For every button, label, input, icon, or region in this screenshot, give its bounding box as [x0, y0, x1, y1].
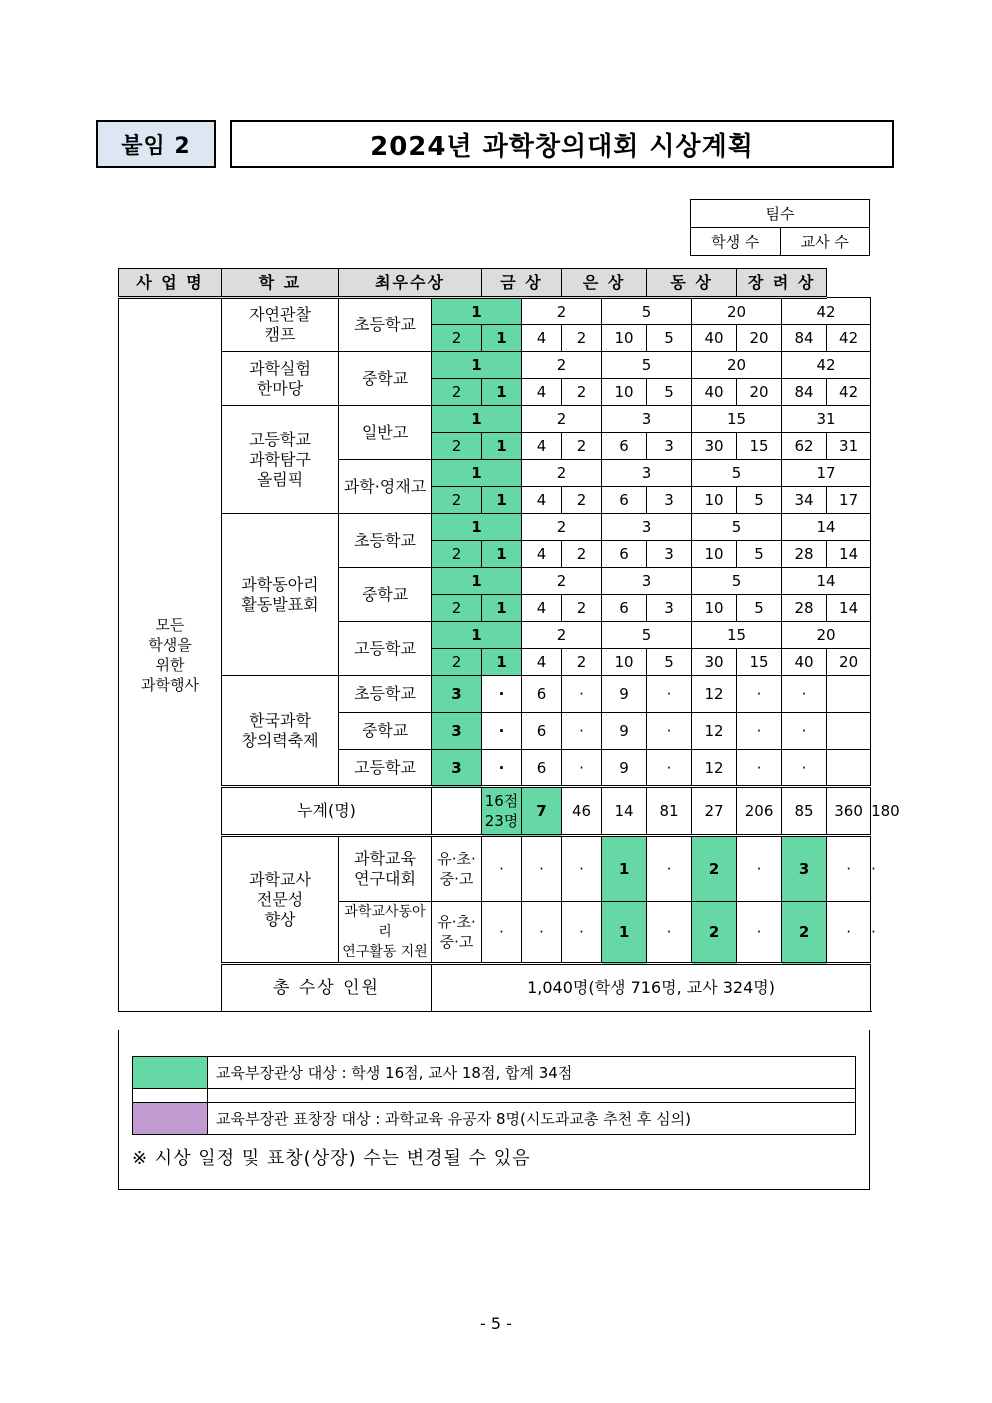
table-row	[119, 352, 871, 379]
person-count: ·	[737, 713, 782, 750]
legend-spacer	[208, 1089, 856, 1103]
page-title: 2024년 과학창의대회 시상계획	[230, 120, 894, 168]
event-festival: 한국과학 창의력축제	[222, 676, 339, 787]
person-count: 17	[827, 487, 871, 514]
school-cell: 고등학교	[339, 750, 432, 787]
team-count: 5	[692, 514, 782, 541]
person-count: 12	[692, 713, 737, 750]
teacher-count: ·	[827, 836, 871, 902]
person-count: ·	[482, 713, 522, 750]
person-count: 42	[827, 325, 871, 352]
event-olympic: 고등학교 과학탐구 올림픽	[222, 406, 339, 514]
person-count: 2	[562, 433, 602, 460]
person-count: 15	[737, 649, 782, 676]
event-experiment: 과학실험 한마당	[222, 352, 339, 406]
summary-value: 1,040명(학생 716명, 교사 324명)	[432, 964, 871, 1012]
person-count: 2	[562, 649, 602, 676]
person-count: ·	[482, 676, 522, 713]
school-cell: 초등학교	[339, 676, 432, 713]
school-cell: 일반고	[339, 406, 432, 460]
person-count: 2	[432, 325, 482, 352]
school-cell: 초등학교	[339, 298, 432, 352]
teacher-count: 2	[782, 902, 827, 964]
purple-swatch	[133, 1103, 208, 1135]
person-count: ·	[647, 676, 692, 713]
award-plan-table	[118, 268, 900, 1012]
team-count: 5	[692, 568, 782, 595]
header-bronze: 동 상	[647, 269, 737, 298]
person-count: 4	[522, 595, 562, 622]
person-count: 2	[432, 595, 482, 622]
person-count: 3	[647, 487, 692, 514]
team-count: 2	[522, 514, 602, 541]
person-count	[827, 750, 871, 787]
person-count: 3	[647, 541, 692, 568]
total-count: 206	[737, 787, 782, 836]
change-note: ※ 시상 일정 및 표창(상장) 수는 변경될 수 있음	[132, 1148, 531, 1169]
team-count: 2	[522, 352, 602, 379]
school-cell: 초등학교	[339, 514, 432, 568]
teacher-count: 3	[782, 836, 827, 902]
event-club: 과학동아리 활동발표회	[222, 514, 339, 676]
team-count: 3	[602, 514, 692, 541]
teacher-count: ·	[482, 836, 522, 902]
team-count: 2	[522, 568, 602, 595]
person-count: 2	[432, 541, 482, 568]
person-count: 1	[482, 487, 522, 514]
team-count: 5	[602, 298, 692, 325]
person-count: 6	[602, 595, 647, 622]
team-count: 3	[602, 568, 692, 595]
person-count: 4	[522, 541, 562, 568]
table-row	[119, 514, 871, 541]
person-count: ·	[782, 713, 827, 750]
person-count: 1	[482, 379, 522, 406]
team-count: 2	[522, 460, 602, 487]
person-count: 10	[602, 379, 647, 406]
person-count: 3	[647, 595, 692, 622]
purple-legend-text: 교육부장관 표창장 대상 : 과학교육 유공자 8명(시도과교총 추천 후 심의)	[208, 1103, 856, 1135]
teacher-count: ·	[562, 836, 602, 902]
person-count: 10	[602, 649, 647, 676]
total-grand-students: 16점 23명	[482, 787, 522, 836]
team-count: 1	[432, 460, 522, 487]
person-count: 6	[602, 433, 647, 460]
person-count: 6	[602, 541, 647, 568]
team-count-legend	[690, 199, 870, 256]
person-count: 5	[647, 649, 692, 676]
person-count: 2	[562, 379, 602, 406]
person-count: 40	[782, 649, 827, 676]
person-count: 30	[692, 433, 737, 460]
person-count: 12	[692, 750, 737, 787]
person-count: ·	[647, 750, 692, 787]
person-count: 6	[522, 713, 562, 750]
team-count: 20	[782, 622, 871, 649]
table-row	[119, 676, 871, 713]
person-count: 2	[562, 325, 602, 352]
header-program: 사 업 명	[119, 269, 222, 298]
team-count: 1	[432, 514, 522, 541]
group-teacher: 과학교사 전문성 향상	[222, 836, 339, 964]
team-count: 1	[432, 352, 522, 379]
person-count: 1	[482, 541, 522, 568]
person-count: 3	[432, 676, 482, 713]
team-count: 14	[782, 514, 871, 541]
teacher-count: ·	[647, 836, 692, 902]
teacher-count: 2	[692, 836, 737, 902]
event-teacher-research: 과학교육 연구대회	[339, 836, 432, 902]
person-count: ·	[562, 713, 602, 750]
person-count	[827, 676, 871, 713]
person-count: 30	[692, 649, 737, 676]
team-count: 15	[692, 622, 782, 649]
person-count: 2	[432, 433, 482, 460]
person-count: 2	[562, 541, 602, 568]
total-count: 85	[782, 787, 827, 836]
person-count: 6	[522, 676, 562, 713]
total-count: 46	[562, 787, 602, 836]
table-row: 누계(명) 16점 23명 7 46 14 81 27 206 85 360 180	[119, 787, 871, 836]
person-count: 5	[737, 487, 782, 514]
person-count: 3	[432, 713, 482, 750]
table-row	[119, 269, 871, 298]
team-count: 2	[522, 298, 602, 325]
total-count: 27	[692, 787, 737, 836]
person-count: 40	[692, 379, 737, 406]
team-count: 42	[782, 352, 871, 379]
school-cell: 중학교	[339, 568, 432, 622]
attachment-badge: 붙임 2	[96, 120, 216, 168]
person-count: 10	[692, 541, 737, 568]
person-count: 1	[482, 325, 522, 352]
school-cell: 과학·영재고	[339, 460, 432, 514]
legend-students: 학생 수	[691, 228, 781, 256]
team-count: 1	[432, 406, 522, 433]
team-count: 1	[432, 568, 522, 595]
person-count: 4	[522, 379, 562, 406]
team-count: 17	[782, 460, 871, 487]
person-count: 5	[647, 325, 692, 352]
person-count: 6	[522, 750, 562, 787]
person-count: 9	[602, 750, 647, 787]
person-count: 2	[432, 379, 482, 406]
person-count: 5	[737, 541, 782, 568]
person-count: ·	[562, 676, 602, 713]
person-count: 4	[522, 649, 562, 676]
teacher-count: ·	[522, 836, 562, 902]
person-count: 62	[782, 433, 827, 460]
person-count: 10	[602, 325, 647, 352]
table-row: 과학교사동아리 연구활동 지원 유·초·중·고 · · · 1 · 2 · 2 · ·	[119, 902, 871, 964]
person-count: 20	[737, 325, 782, 352]
team-count: 20	[692, 352, 782, 379]
school-cell: 중학교	[339, 352, 432, 406]
school-cell: 유·초·중·고	[432, 836, 482, 902]
person-count: ·	[482, 750, 522, 787]
team-count: 1	[432, 622, 522, 649]
person-count: 10	[692, 487, 737, 514]
person-count: 5	[647, 379, 692, 406]
person-count: 3	[432, 750, 482, 787]
person-count: 42	[827, 379, 871, 406]
teacher-count: ·	[737, 836, 782, 902]
person-count: ·	[647, 713, 692, 750]
person-count: ·	[737, 676, 782, 713]
table-row: 과학교사 전문성 향상 과학교육 연구대회 유·초·중·고 · · · 1 · 2 · 3 · ·	[119, 836, 871, 902]
teacher-count: ·	[737, 902, 782, 964]
person-count: 3	[647, 433, 692, 460]
person-count: ·	[562, 750, 602, 787]
person-count: ·	[737, 750, 782, 787]
person-count: 20	[737, 379, 782, 406]
summary-label: 총 수상 인원	[222, 964, 432, 1012]
person-count: 9	[602, 713, 647, 750]
green-legend-text: 교육부장관상 대상 : 학생 16점, 교사 18점, 합계 34점	[208, 1057, 856, 1089]
person-count: 6	[602, 487, 647, 514]
person-count: 31	[827, 433, 871, 460]
person-count: 28	[782, 595, 827, 622]
team-count: 5	[692, 460, 782, 487]
person-count: 20	[827, 649, 871, 676]
team-count: 5	[602, 622, 692, 649]
total-count: 360	[827, 787, 871, 836]
team-count: 1	[432, 298, 522, 325]
person-count: 14	[827, 541, 871, 568]
person-count: 15	[737, 433, 782, 460]
person-count: 84	[782, 379, 827, 406]
person-count: 4	[522, 325, 562, 352]
total-count: 14	[602, 787, 647, 836]
team-count: 3	[602, 406, 692, 433]
person-count: 2	[432, 487, 482, 514]
header-grand-prize: 최우수상	[339, 269, 482, 298]
teacher-count: 1	[602, 902, 647, 964]
header-gold: 금 상	[482, 269, 562, 298]
total-label: 누계(명)	[222, 787, 432, 836]
legend-teachers: 교사 수	[780, 228, 870, 256]
header-encouragement: 장 려 상	[737, 269, 827, 298]
teacher-count: 1	[602, 836, 647, 902]
person-count: 40	[692, 325, 737, 352]
person-count	[827, 713, 871, 750]
team-count: 20	[692, 298, 782, 325]
school-cell: 고등학교	[339, 622, 432, 676]
person-count: 2	[562, 595, 602, 622]
team-count: 5	[602, 352, 692, 379]
person-count: 14	[827, 595, 871, 622]
team-count: 14	[782, 568, 871, 595]
person-count: 9	[602, 676, 647, 713]
total-count: 81	[647, 787, 692, 836]
school-cell: 중학교	[339, 713, 432, 750]
school-cell: 유·초·중·고	[432, 902, 482, 964]
teacher-count: 2	[692, 902, 737, 964]
green-swatch	[133, 1057, 208, 1089]
person-count: 28	[782, 541, 827, 568]
header-school: 학 교	[222, 269, 339, 298]
teacher-count: ·	[482, 902, 522, 964]
person-count: 10	[692, 595, 737, 622]
table-row	[119, 406, 871, 433]
person-count: 5	[737, 595, 782, 622]
person-count: 1	[482, 433, 522, 460]
header-silver: 은 상	[562, 269, 647, 298]
person-count: 84	[782, 325, 827, 352]
teacher-count: ·	[562, 902, 602, 964]
table-row	[119, 964, 871, 1012]
total-count: 7	[522, 787, 562, 836]
table-row	[119, 298, 871, 325]
person-count: 1	[482, 595, 522, 622]
team-count: 42	[782, 298, 871, 325]
person-count: 4	[522, 487, 562, 514]
team-count: 2	[522, 622, 602, 649]
team-count: 15	[692, 406, 782, 433]
person-count: 34	[782, 487, 827, 514]
teacher-count: ·	[827, 902, 871, 964]
person-count: 2	[562, 487, 602, 514]
team-count: 3	[602, 460, 692, 487]
person-count: ·	[782, 750, 827, 787]
legend-team-header: 팀수	[691, 200, 870, 228]
teacher-count: ·	[647, 902, 692, 964]
team-count: 31	[782, 406, 871, 433]
teacher-count: ·	[522, 902, 562, 964]
color-legend	[132, 1056, 856, 1135]
person-count: 1	[482, 649, 522, 676]
event-teacher-club: 과학교사동아리 연구활동 지원	[339, 902, 432, 964]
group-all-students: 모든 학생을 위한 과학행사	[119, 298, 222, 1012]
total-school-blank	[432, 787, 482, 836]
person-count: ·	[782, 676, 827, 713]
event-camp: 자연관찰 캠프	[222, 298, 339, 352]
page-number: - 5 -	[480, 1314, 512, 1333]
blank-swatch	[133, 1089, 208, 1103]
team-count: 2	[522, 406, 602, 433]
person-count: 4	[522, 433, 562, 460]
person-count: 12	[692, 676, 737, 713]
person-count: 2	[432, 649, 482, 676]
